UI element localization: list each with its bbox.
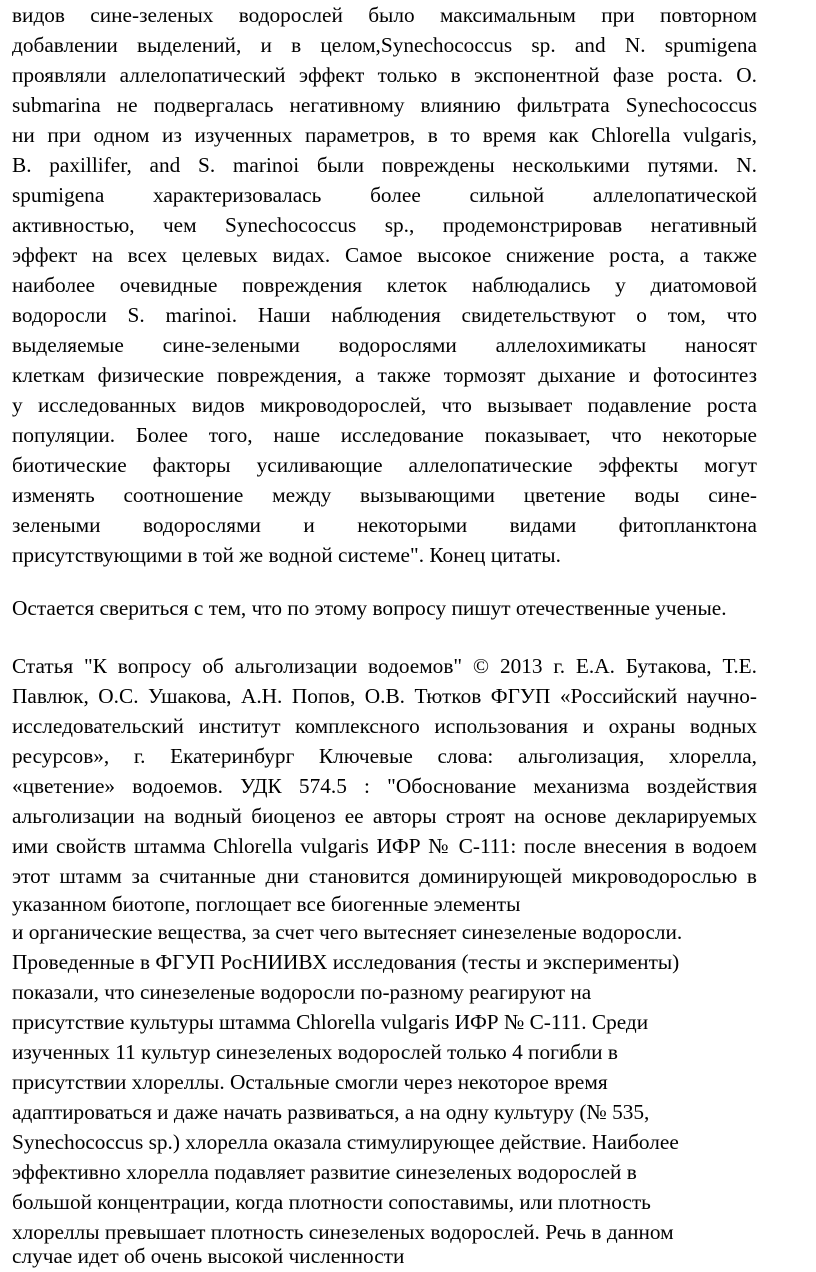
paragraph3-line: ресурсов», г. Екатеринбург Ключевые слова: альголизация, хлорелла, [12,744,757,768]
paragraph4-line: большой концентрации, когда плотности сопоставимы, или плотность [12,1190,651,1214]
paragraph2-line: Остается свериться с тем, что по этому вопросу пишут отечественные ученые. [12,596,727,620]
paragraph1-line: spumigena характеризовалась более сильной аллелопатической [12,183,757,207]
paragraph1-line: водоросли S. marinoi. Наши наблюдения свидетельствуют о том, что [12,303,757,327]
paragraph1-line: видов сине-зеленых водорослей было максимальным при повторном [12,3,757,27]
paragraph4-line: эффективно хлорелла подавляет развитие синезеленых водорослей в [12,1160,637,1184]
paragraph1-line: B. paxillifer, and S. marinoi были повреждены несколькими путями. N. [12,153,757,177]
paragraph4-line: присутствии хлореллы. Остальные смогли через некоторое время [12,1070,608,1094]
paragraph1-line: популяции. Более того, наше исследование показывает, что некоторые [12,423,757,447]
paragraph1-line: биотические факторы усиливающие аллелопатические эффекты могут [12,453,757,477]
paragraph3-line: альголизации на водный биоценоз ее авторы строят на основе декларируемых [12,804,757,828]
paragraph3-line: ими свойств штамма Chlorella vulgaris ИФР № С-111: после внесения в водоем [12,834,757,858]
paragraph1-line: проявляли аллелопатический эффект только в экспонентной фазе роста. O. [12,63,757,87]
paragraph3-line: «цветение» водоемов. УДК 574.5 : "Обоснование механизма воздействия [12,774,757,798]
paragraph1-line: эффект на всех целевых видах. Самое высокое снижение роста, а также [12,243,757,267]
paragraph1-line: зелеными водорослями и некоторыми видами фитопланктона [12,513,757,537]
paragraph3-line: указанном биотопе, поглощает все биогенные элементы [12,892,521,916]
paragraph1-line: у исследованных видов микроводорослей, что вызывает подавление роста [12,393,757,417]
paragraph3-line: этот штамм за считанные дни становится доминирующей микроводорослью в [12,864,757,888]
paragraph4-line: Synechococcus sp.) хлорелла оказала стимулирующее действие. Наиболее [12,1130,679,1154]
paragraph3-line: Статья "К вопросу об альголизации водоемов" © 2013 г. Е.А. Бутакова, Т.Е. [12,654,757,678]
paragraph4-line: изученных 11 культур синезеленых водорослей только 4 погибли в [12,1040,618,1064]
paragraph1-line: ни при одном из изученных параметров, в то время как Chlorella vulgaris, [12,123,757,147]
paragraph4-line: адаптироваться и даже начать развиваться, а на одну культуру (№ 535, [12,1100,650,1124]
paragraph1-line: изменять соотношение между вызывающими цветение воды сине- [12,483,757,507]
paragraph1-line: наиболее очевидные повреждения клеток наблюдались у диатомовой [12,273,757,297]
paragraph4-line: показали, что синезеленые водоросли по-разному реагируют на [12,980,592,1004]
paragraph4-line: хлореллы превышает плотность синезеленых водорослей. Речь в данном [12,1220,674,1244]
paragraph4-line: и органические вещества, за счет чего вытесняет синезеленые водоросли. [12,920,683,944]
paragraph1-line: submarina не подвергалась негативному влиянию фильтрата Synechococcus [12,93,757,117]
paragraph1-line: выделяемые сине-зелеными водорослями аллелохимикаты наносят [12,333,757,357]
paragraph4-line: присутствие культуры штамма Chlorella vulgaris ИФР № С-111. Среди [12,1010,649,1034]
paragraph3-line: Павлюк, О.С. Ушакова, А.Н. Попов, О.В. Тютков ФГУП «Российский научно- [12,684,757,708]
paragraph1-line: присутствующими в той же водной системе". Конец цитаты. [12,543,561,567]
paragraph4-line: случае идет об очень высокой численности [12,1244,405,1268]
paragraph1-line: добавлении выделений, и в целом,Synechococcus sp. and N. spumigena [12,33,757,57]
paragraph1-line: активностью, чем Synechococcus sp., продемонстрировав негативный [12,213,757,237]
paragraph3-line: исследовательский институт комплексного использования и охраны водных [12,714,757,738]
paragraph4-line: Проведенные в ФГУП РосНИИВХ исследования (тесты и эксперименты) [12,950,680,974]
paragraph1-line: клеткам физические повреждения, а также тормозят дыхание и фотосинтез [12,363,757,387]
